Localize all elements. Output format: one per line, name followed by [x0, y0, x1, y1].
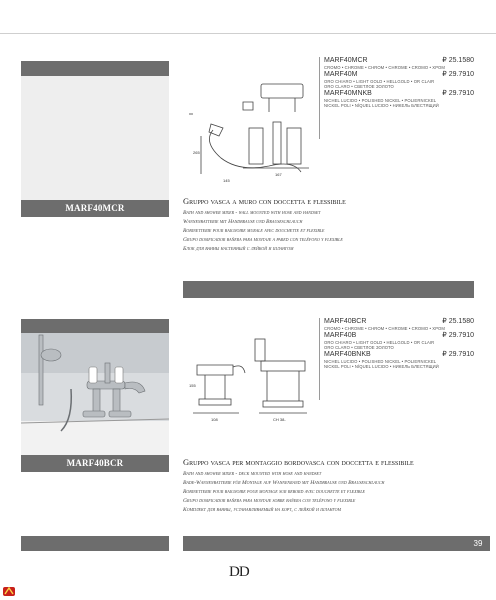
- desc-line: Bath and shower mixer - wall mounted with hose and handset: [183, 210, 321, 216]
- page-number: 39: [473, 539, 483, 548]
- price-value: ₽ 29.7910: [442, 70, 474, 78]
- footer-bar-left: [21, 536, 169, 551]
- price-desc: ORO CLARO • СВЕТЛОЕ ЗОЛОТО: [324, 345, 394, 351]
- drawing-dim-3: 167: [275, 172, 282, 177]
- price-value: ₽ 25.1580: [442, 57, 474, 64]
- drawing-dim-5: 155: [189, 383, 196, 388]
- price-code: MARF40MCR: [324, 57, 368, 64]
- price-desc: NICKEL POLI • NÍQUEL LUCIDO • НИКЕЛЬ БЛЕСТЯЩИЙ: [324, 364, 439, 370]
- photo-header-bar-2: [21, 319, 169, 333]
- product-photo-placeholder-1: [21, 76, 169, 200]
- price-row: [324, 332, 474, 340]
- desc-line: Bade-Wannenbatterie für Montage auf Wannenrand mit Handbrause und Brauseschlauch: [183, 480, 385, 486]
- drawing-dim-4: 108: [211, 417, 218, 422]
- price-value: ₽ 29.7910: [442, 350, 474, 358]
- price-row: [324, 318, 474, 326]
- price-desc: NICKEL POLI • NÍQUEL LUCIDO • НИКЕЛЬ БЛЕСТЯЩИЙ: [324, 103, 439, 109]
- desc-line: Grupo dosificador bañera para montaje sobre bañera con teléfono y flexible: [183, 498, 356, 504]
- price-value: ₽ 25.1580: [442, 318, 474, 325]
- price-value: ₽ 29.7910: [442, 331, 474, 339]
- product-title: Gruppo vasca per montaggio bordovasca con doccetta e flessibile: [183, 457, 414, 467]
- product-photo-2: [21, 333, 169, 455]
- price-desc: NICHEL LUCIDO • POLISHED NICKEL • POLIERNICKEL: [324, 97, 437, 103]
- technical-drawing-2: [183, 315, 315, 443]
- desc-line: Блок для ванны настенный с лейкой и шлангом: [183, 246, 294, 252]
- price-value: ₽ 29.7910: [442, 89, 474, 97]
- product-title: Gruppo vasca a muro con doccetta e flessibile: [183, 196, 346, 206]
- price-desc: CROMO • CHROME • CHROM • CHROME • CROMO • ХРОМ: [324, 326, 445, 331]
- price-desc: CROMO • CHROME • CHROM • CHROME • CROMO • ХРОМ: [324, 65, 445, 70]
- price-list-1: [319, 57, 474, 139]
- drawing-dim-2: 145: [223, 178, 230, 183]
- price-code: MARF40MNKB: [324, 89, 372, 97]
- acrobat-icon[interactable]: [2, 584, 16, 598]
- price-desc: ORO CHIARO • LIGHT GOLD • HELLGOLD • OR CLAIR: [324, 339, 435, 345]
- top-rule: [0, 33, 496, 34]
- desc-line: Комплект для ванны, устанавливаемый на борт, с лейкой и шлангом: [183, 507, 341, 513]
- product-code-label-2: MARF40BCR: [21, 455, 169, 472]
- price-row: [324, 90, 474, 98]
- desc-line: Wannenbatterie mit Handbrause und Brauseschlauch: [183, 219, 303, 225]
- price-code: MARF40BCR: [324, 318, 367, 325]
- photo-header-bar-1: [21, 61, 169, 76]
- price-row: [324, 71, 474, 79]
- price-row: [324, 351, 474, 359]
- price-list-2: [319, 318, 474, 400]
- price-code: MARF40BNKB: [324, 350, 371, 358]
- price-desc: ORO CLARO • СВЕТЛОЕ ЗОЛОТО: [324, 84, 394, 90]
- price-code: MARF40M: [324, 70, 358, 78]
- product-code-label-1: MARF40MCR: [21, 200, 169, 217]
- desc-line: Robinetterie pour baignoire pour montage sur rebord avec douchette et flexible: [183, 489, 365, 495]
- price-row: [324, 57, 474, 65]
- desc-line: Robinetterie pour baignoire murale avec douchette et flexible: [183, 228, 325, 234]
- product-description-1: [183, 196, 483, 254]
- desc-line: Bath and shower mixer - deck mounted with hose and handset: [183, 471, 322, 477]
- price-code: MARF40B: [324, 331, 357, 339]
- footer-bar-right: [183, 536, 490, 551]
- price-desc: ORO CHIARO • LIGHT GOLD • HELLGOLD • OR CLAIR: [324, 78, 435, 84]
- technical-drawing-1: [183, 62, 315, 190]
- price-desc: NICHEL LUCIDO • POLISHED NICKEL • POLIERNICKEL: [324, 358, 437, 364]
- separator-bar: [183, 281, 474, 298]
- drawing-dim-6: CH 38-: [273, 417, 286, 422]
- drawing-dim-1: 265: [193, 150, 200, 155]
- brand-logo: DD: [229, 564, 249, 580]
- desc-line: Grupo dosificador bañera para montaje a pared con teléfono y flexible: [183, 237, 343, 243]
- product-description-2: [183, 457, 483, 515]
